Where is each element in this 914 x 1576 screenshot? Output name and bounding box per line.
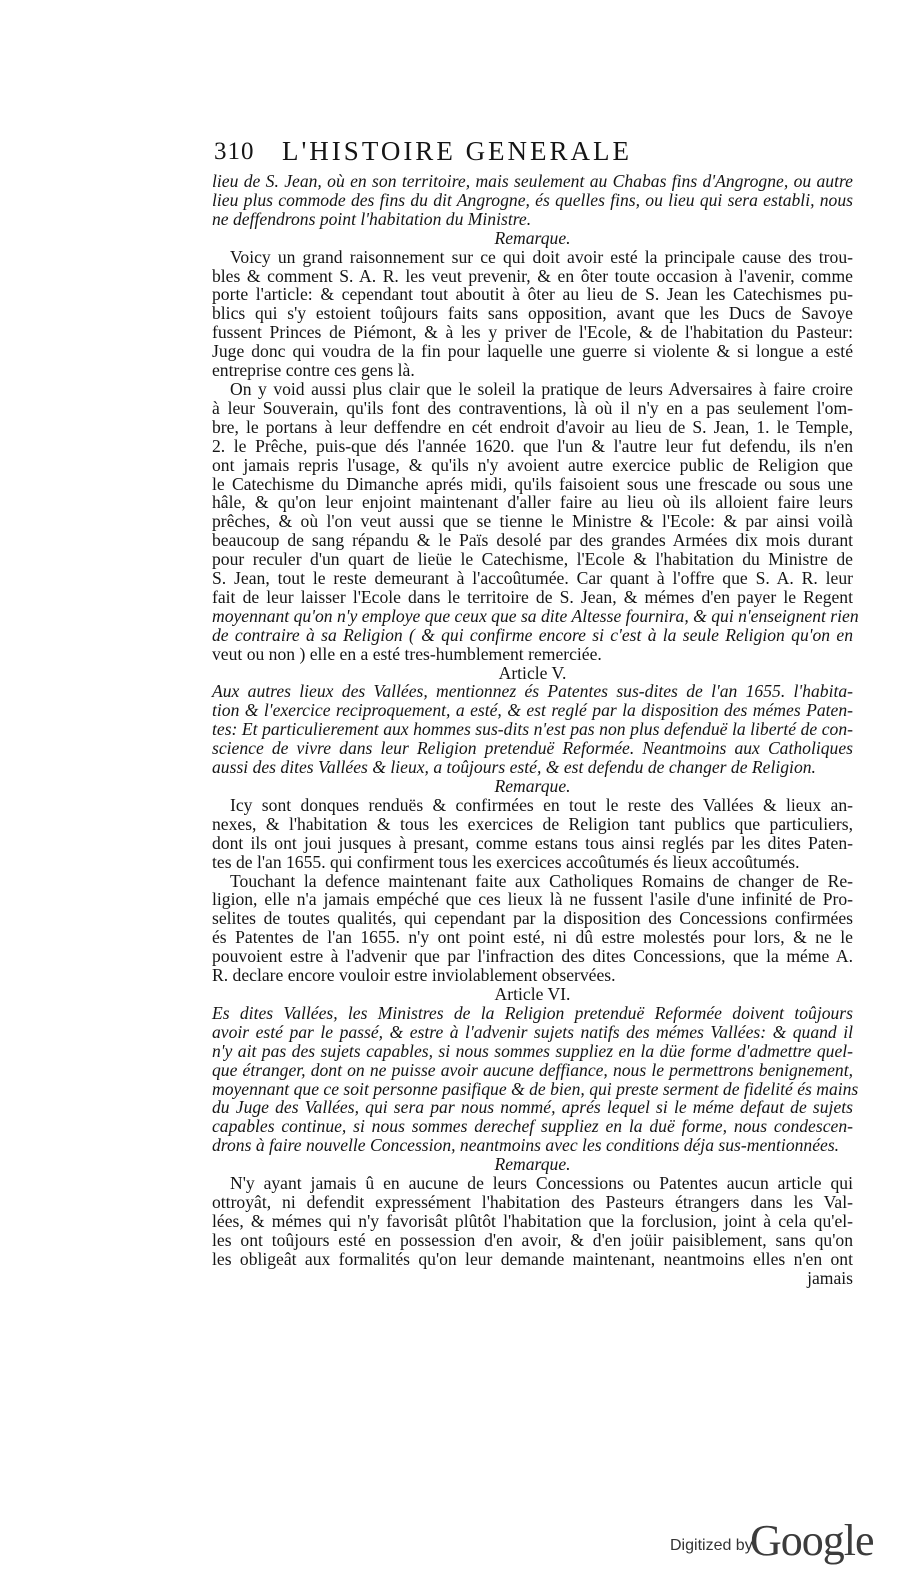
text-line: N'y ayant jamais û en aucune de leurs Concessions ou Patentes aucun article qui xyxy=(230,1173,853,1194)
text-line: Touchant la defence maintenant faite aux Catholiques Romains de changer de Re- xyxy=(230,870,853,891)
text-line: drons à faire nouvelle Concession, neantmoins avec les conditions déja sus-mentionnées. xyxy=(212,1135,840,1156)
text-line: les ont toûjours esté en possession d'en avoir, & d'en joüir paisiblement, sans qu'on xyxy=(212,1229,853,1250)
text-line: de contraire à sa Religion ( & qui confirme encore si c'est à la seule Religion qu'on en xyxy=(212,624,853,645)
text-line: moyennant qu'on n'y employe que ceux que sa dite Altesse fournira, & qui n'enseignent rien xyxy=(212,605,859,626)
text-line: lieu de S. Jean, où en son territoire, mais seulement au Chabas fins d'Angrogne, ou autre xyxy=(212,171,853,191)
text-line: n'y ait pas des sujets capables, si nous sommes suppliez en la düe forme d'admettre quel- xyxy=(212,1040,853,1061)
text-body xyxy=(212,171,859,1288)
text-line: bles & comment S. A. R. les veut prevenir, & en ôter toute occasion à l'avenir, comme xyxy=(212,265,853,286)
text-line: S. Jean, tout le reste demeurant à l'accoûtumée. Car quant à l'offre que S. A. R. leur xyxy=(212,568,853,589)
text-line: lées, & mémes qui n'y favorisât plûtôt l'habitation que la forclusion, joint à cela qu'el- xyxy=(212,1210,853,1231)
text-line: tes: Et particulierement aux hommes sus-dits n'est pas non plus defenduë la liberté de con- xyxy=(212,719,853,740)
text-line: beaucoup de sang répandu & le Païs desolé par des grandes Armées dix mois durant xyxy=(212,530,853,551)
text-line: tes de l'an 1655. qui confirment tous les exercices accoûtumés és lieux accoûtumés. xyxy=(212,851,800,872)
text-line: science de vivre dans leur Religion pretenduë Reformée. Neantmoins aux Catholiques xyxy=(212,738,853,759)
page-header xyxy=(0,136,914,172)
text-line: nexes, & l'habitation & tous les exercices de Religion tant publics que particuliers, xyxy=(212,813,853,834)
text-line: pour reculer d'un quart de lieüe le Catechisme, l'Ecole & l'habitation du Ministre de xyxy=(212,549,853,570)
text-line: Es dites Vallées, les Ministres de la Religion pretenduë Reformée doivent toûjours xyxy=(212,1002,853,1023)
digitization-watermark xyxy=(670,1515,890,1565)
text-line: jamais xyxy=(807,1267,853,1288)
remarque-heading: Remarque. xyxy=(494,776,571,796)
text-line: aussi des dites Vallées & lieux, a toûjours esté, & est defendu de changer de Religion. xyxy=(212,757,816,778)
text-line: le Catechisme du Dimanche aprés midi, qu'ils faisoient sous une frescade ou sous une xyxy=(212,473,853,494)
article-heading: Article VI. xyxy=(494,983,571,1004)
text-line: tion & l'exercice reciproquement, a esté, & est reglé par la disposition des mémes Paten- xyxy=(212,700,853,721)
text-line: 2. le Prêche, puis-que dés l'année 1620. que l'un & l'autre leur fut defendu, ils n'en xyxy=(212,435,853,456)
text-line: fait de leur laisser l'Ecole dans le territoire de S. Jean, & mémes d'en payer le Regent xyxy=(212,586,853,607)
text-line: hâle, & qu'on leur enjoint maintenant d'aller faire au lieu où ils alloient faire leurs xyxy=(212,492,853,513)
text-line: entreprise contre ces gens là. xyxy=(212,360,415,381)
text-line: blics qui s'y estoient toûjours faits sans opposition, avant que les Ducs de Savoye xyxy=(212,303,853,324)
text-line: dont ils ont joui jusques à presant, comme estans tous ainsi reglés par les dites Paten- xyxy=(212,832,853,853)
text-line: bre, le portans à leur deffendre en cét endroit d'avoir au lieu de S. Jean, 1. le Temple, xyxy=(212,416,853,437)
text-line: On y void aussi plus clair que le soleil la pratique de leurs Adversaires à faire croire xyxy=(230,378,853,399)
google-logo: Google xyxy=(750,1516,874,1565)
remarque-heading: Remarque. xyxy=(494,1154,571,1175)
text-line: ligion, elle n'a jamais empéché que ces lieux là ne fussent l'asile d'une infinité de Pro- xyxy=(212,889,853,910)
text-line: lieu plus commode des fins du dit Angrogne, és quelles fins, ou lieu qui sera establi, nous xyxy=(212,189,853,210)
article-heading: Article V. xyxy=(498,662,567,683)
text-line: les obligeât aux formalités qu'on leur demande maintenant, neantmoins elles n'en ont xyxy=(212,1248,853,1269)
text-line: ont jamais repris l'usage, & qu'ils n'y avoient autre exercice public de Religion que xyxy=(212,454,853,475)
remarque-heading: Remarque. xyxy=(494,227,571,248)
text-line: ne deffendrons point l'habitation du Ministre. xyxy=(212,208,532,229)
text-line: avoir esté par le passé, & estre à l'advenir sujets natifs des mémes Vallées: & quand il xyxy=(212,1021,853,1042)
text-line: selites de toutes qualités, qui cependant par la disposition des Concessions confirmées xyxy=(212,908,853,929)
text-line: és Patentes de l'an 1655. n'y ont point esté, ni dû estre molestés pour lors, & ne le xyxy=(212,927,853,948)
text-line: que étranger, dont on ne puisse avoir aucune deffiance, nous le permettrons benignement, xyxy=(212,1059,853,1080)
text-line: ottroyât, ni defendit expressément l'habitation des Pasteurs étrangers dans les Val- xyxy=(212,1191,853,1212)
text-line: capables continue, si nous sommes derechef suppliez en la duë forme, nous condescen- xyxy=(212,1116,853,1137)
text-line: Aux autres lieux des Vallées, mentionnez és Patentes sus-dites de l'an 1655. l'habita- xyxy=(212,681,853,702)
text-line: Icy sont donques renduës & confirmées en tout le reste des Vallées & lieux an- xyxy=(230,794,853,815)
text-line: Voicy un grand raisonnement sur ce qui doit avoir esté la principale cause des trou- xyxy=(230,246,853,267)
text-line: à leur Souverain, qu'ils font des contraventions, là où il n'y en a pas seulement l'om- xyxy=(212,397,853,418)
text-line: du Juge des Vallées, qui sera par nous nommé, aprés lequel si le méme defaut de sujets xyxy=(212,1097,853,1118)
text-line: moyennant que ce soit personne pasifique & de bien, qui preste serment de fidelité és mains xyxy=(212,1078,859,1099)
text-line: porte l'article: & cependant tout aboutit à ôter au lieu de S. Jean les Catechismes pu- xyxy=(212,284,853,305)
text-line: pouvoient estre à l'advenir que par l'infraction des dites Concessions, que la méme A. xyxy=(212,946,853,967)
text-line: R. declare encore vouloir estre inviolablement observées. xyxy=(212,965,616,986)
text-line: fussent Princes de Piémont, & à les y priver de l'Ecole, & de l'habitation du Pasteur: xyxy=(212,322,853,343)
text-line: veut ou non ) elle en a esté tres-humblement remerciée. xyxy=(212,643,602,664)
page-number: 310 xyxy=(214,138,255,165)
text-line: prêches, & où l'on veut aussi que se tienne le Ministre & l'Ecole: & par ainsi voilà xyxy=(212,511,853,532)
running-title: L'HISTOIRE GENERALE xyxy=(281,136,633,166)
digitized-by-text: Digitized by xyxy=(670,1537,753,1554)
text-line: Juge donc qui voudra de la fin pour laquelle une guerre si violente & si longue a esté xyxy=(212,341,853,362)
